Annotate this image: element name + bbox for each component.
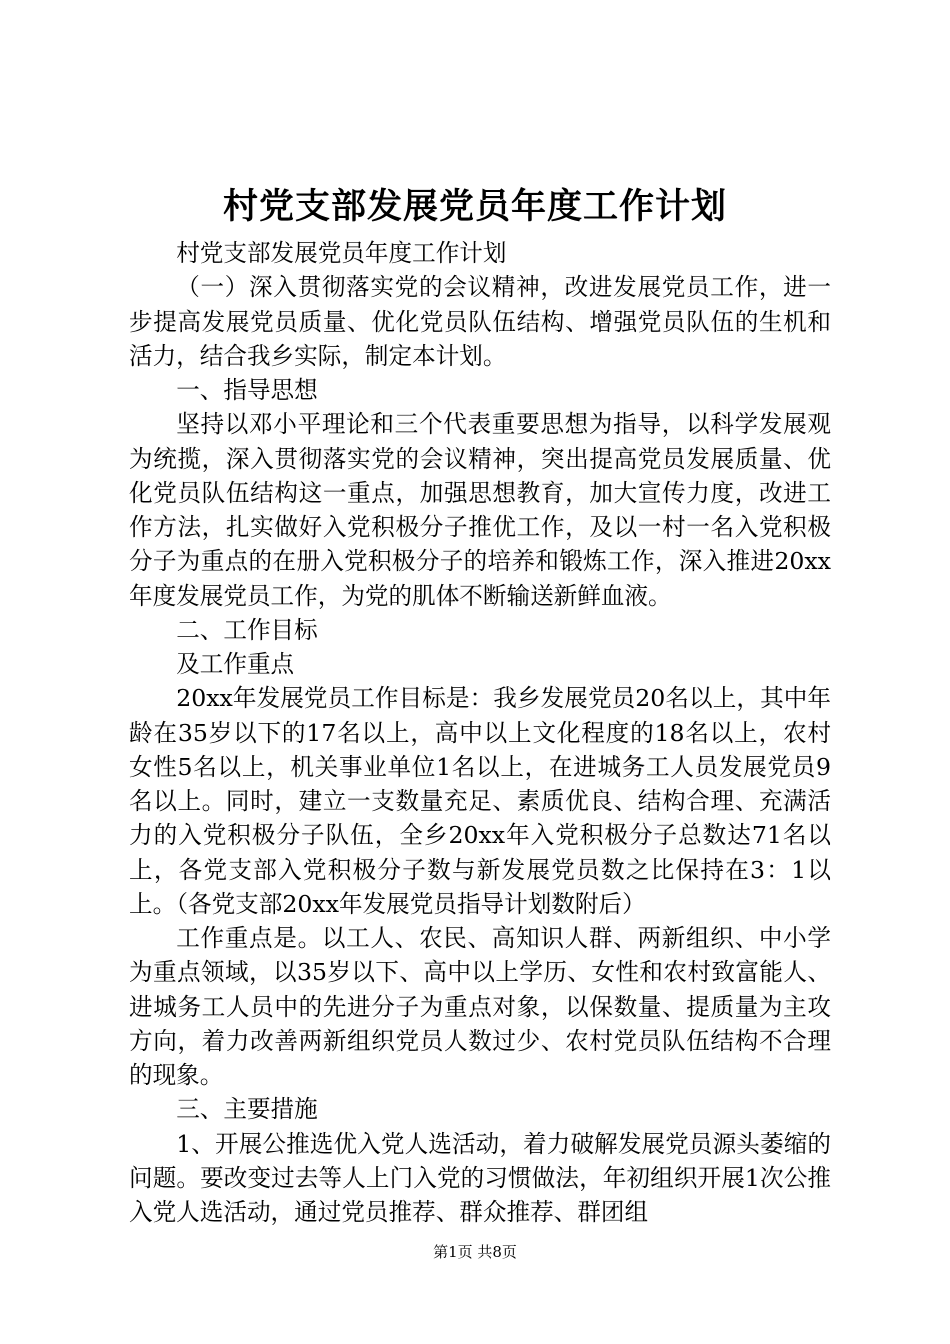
section-heading-work-focus: 及工作重点: [176, 650, 295, 678]
section-heading-main-measures: 三、主要措施: [176, 1095, 318, 1124]
document-body: [129, 236, 831, 1229]
paragraph-guiding-thought: 坚持以邓小平理论和三个代表重要思想为指导，以科学发展观为统揽，深入贯彻落实党的会议精神，突出提高党员发展质量、优化党员队伍结构这一重点，加强思想教育，加大宣传力度，改进工作方法，扎实做好入党积极分子推优工作，及以一村一名入党积极分子为重点的在册入党积极分子的培养和锻炼工作，深入推进20xx年度发展党员工作，为党的肌体不断输送新鲜血液。: [129, 410, 831, 610]
paragraph-intro: （一）深入贯彻落实党的会议精神，改进发展党员工作，进一步提高发展党员质量、优化党员队伍结构、增强党员队伍的生机和活力，结合我乡实际，制定本计划。: [129, 273, 831, 370]
paragraph-subtitle: 村党支部发展党员年度工作计划: [176, 239, 507, 267]
paragraph-work-goals: 20xx年发展党员工作目标是：我乡发展党员20名以上，其中年龄在35岁以下的17名以上，高中以上文化程度的18名以上，农村女性5名以上，机关事业单位1名以上，在进城务工人员发展党员9名以上。同时，建立一支数量充足、素质优良、结构合理、充满活力的入党积极分子队伍，全乡20xx年入党积极分子总数达71名以上，各党支部入党积极分子数与新发展党员数之比保持在3：1以上。（各党支部20xx年发展党员指导计划数附后）: [129, 684, 831, 918]
page-footer: 第1页 共8页: [433, 1243, 517, 1261]
paragraph-work-focus: 工作重点是。以工人、农民、高知识人群、两新组织、中小学为重点领域，以35岁以下、高中以上学历、女性和农村致富能人、进城务工人员中的先进分子为重点对象，以保数量、提质量为主攻方向，着力改善两新组织党员人数过少、农村党员队伍结构不合理的现象。: [129, 924, 831, 1089]
section-heading-guiding-thought: 一、指导思想: [176, 376, 318, 404]
paragraph-measure-1: 1、开展公推选优入党人选活动，着力破解发展党员源头萎缩的问题。要改变过去等人上门入党的习惯做法，年初组织开展1次公推入党人选活动，通过党员推荐、群众推荐、群团组: [129, 1129, 831, 1226]
document-title: 村党支部发展党员年度工作计划: [222, 186, 727, 227]
section-heading-work-goals: 二、工作目标: [176, 615, 318, 644]
